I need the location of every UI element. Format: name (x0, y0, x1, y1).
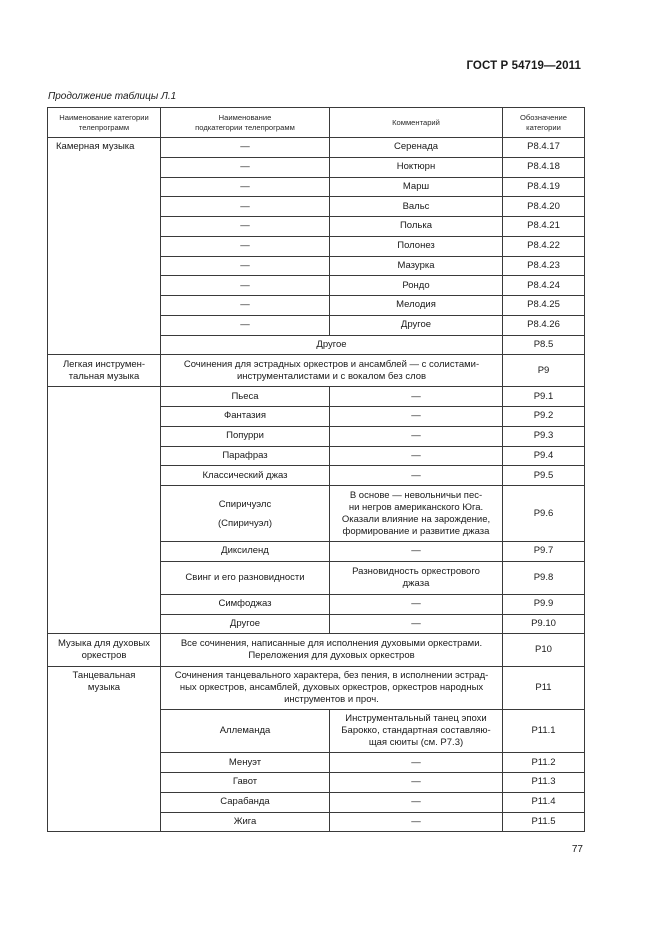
comment-cell: Полька (330, 217, 503, 237)
comment-cell: Инструментальный танец эпохи Барокко, стандартная составляю- щая сюиты (см. P7.3) (330, 710, 503, 753)
subcategory-cell: Жига (161, 812, 330, 832)
code-cell: P8.5 (503, 335, 585, 355)
subcategory-cell: Гавот (161, 773, 330, 793)
subcategory-cell: Парафраз (161, 446, 330, 466)
header-category: Наименование категории телепрограмм (48, 108, 161, 138)
code-cell: P8.4.24 (503, 276, 585, 296)
header-code: Обозначение категории (503, 108, 585, 138)
subcategory-cell: Попурри (161, 426, 330, 446)
table-row (48, 667, 585, 710)
comment-cell: Вальс (330, 197, 503, 217)
code-cell: P9.10 (503, 614, 585, 634)
code-cell: P8.4.20 (503, 197, 585, 217)
comment-cell: — (330, 753, 503, 773)
subcategory-cell: Диксиленд (161, 542, 330, 562)
subcategory-cell: Симфоджаз (161, 594, 330, 614)
comment-cell: Разновидность оркестрового джаза (330, 561, 503, 594)
comment-cell: Мазурка (330, 256, 503, 276)
comment-cell: — (330, 812, 503, 832)
comment-cell: — (330, 387, 503, 407)
comment-cell: — (330, 773, 503, 793)
subcategory-cell: — (161, 296, 330, 316)
subcategory-cell: Другое (161, 335, 503, 355)
table-row (48, 355, 585, 387)
document-code: ГОСТ Р 54719—2011 (466, 60, 581, 72)
code-cell: P8.4.25 (503, 296, 585, 316)
code-cell: P11 (503, 667, 585, 710)
description-cell: Все сочинения, написанные для исполнения духовыми оркестрами. Переложения для духовых оркестров (161, 634, 503, 667)
subcategory-cell: — (161, 197, 330, 217)
comment-cell: Рондо (330, 276, 503, 296)
description-cell: Сочинения танцевального характера, без пения, в исполнении эстрад- ных оркестров, ансамблей, духовых оркестров, оркестров народных инструментов и проч. (161, 667, 503, 710)
code-cell: P9.4 (503, 446, 585, 466)
category-chamber-music: Камерная музыка (48, 138, 161, 355)
table-row (48, 138, 585, 158)
comment-cell: В основе — невольничьи пес- ни негров американского Юга. Оказали влияние на зарождение, формирование и развитие джаза (330, 486, 503, 542)
comment-cell: — (330, 407, 503, 427)
comment-cell: — (330, 594, 503, 614)
code-cell: P11.5 (503, 812, 585, 832)
code-cell: P8.4.19 (503, 177, 585, 197)
code-cell: P9.6 (503, 486, 585, 542)
subcategory-cell: — (161, 315, 330, 335)
table-caption: Продолжение таблицы Л.1 (48, 91, 177, 102)
header-subcategory: Наименование подкатегории телепрограмм (161, 108, 330, 138)
code-cell: P11.3 (503, 773, 585, 793)
code-cell: P8.4.23 (503, 256, 585, 276)
code-cell: P9 (503, 355, 585, 387)
subcategory-cell: Классический джаз (161, 466, 330, 486)
table-row (48, 634, 585, 667)
subcategory-cell: Менуэт (161, 753, 330, 773)
comment-cell: — (330, 466, 503, 486)
categories-table (47, 107, 585, 832)
subcategory-cell: Пьеса (161, 387, 330, 407)
code-cell: P9.5 (503, 466, 585, 486)
subcategory-cell: Аллеманда (161, 710, 330, 753)
comment-cell: Марш (330, 177, 503, 197)
page-number: 77 (571, 844, 583, 855)
code-cell: P8.4.17 (503, 138, 585, 158)
code-cell: P9.1 (503, 387, 585, 407)
comment-cell: Другое (330, 315, 503, 335)
subcategory-cell: — (161, 217, 330, 237)
header-comment: Комментарий (330, 108, 503, 138)
subcategory-cell: Свинг и его разновидности (161, 561, 330, 594)
category-dance-music: Танцевальная музыка (48, 667, 161, 832)
subcategory-cell: — (161, 177, 330, 197)
code-cell: P9.3 (503, 426, 585, 446)
comment-cell: Ноктюрн (330, 157, 503, 177)
subcategory-cell: Спиричуэлс (Спиричуэл) (161, 486, 330, 542)
table-row (48, 387, 585, 407)
subcategory-cell: — (161, 157, 330, 177)
code-cell: P9.9 (503, 594, 585, 614)
comment-cell: — (330, 614, 503, 634)
code-cell: P11.4 (503, 792, 585, 812)
comment-cell: — (330, 792, 503, 812)
subcategory-cell: Сарабанда (161, 792, 330, 812)
subcategory-cell: Фантазия (161, 407, 330, 427)
description-cell: Сочинения для эстрадных оркестров и ансамблей — с солистами- инструменталистами и с вокалом без слов (161, 355, 503, 387)
code-cell: P9.2 (503, 407, 585, 427)
code-cell: P8.4.21 (503, 217, 585, 237)
comment-cell: — (330, 542, 503, 562)
code-cell: P8.4.26 (503, 315, 585, 335)
comment-cell: Серенада (330, 138, 503, 158)
category-light-instrumental: Легкая инструмен- тальная музыка (48, 355, 161, 387)
comment-cell: — (330, 426, 503, 446)
category-brass-music: Музыка для духовых оркестров (48, 634, 161, 667)
subcategory-cell: — (161, 276, 330, 296)
code-cell: P11.1 (503, 710, 585, 753)
code-cell: P8.4.18 (503, 157, 585, 177)
code-cell: P9.7 (503, 542, 585, 562)
comment-cell: Полонез (330, 236, 503, 256)
table-header-row (48, 108, 585, 138)
subcategory-cell: — (161, 256, 330, 276)
code-cell: P11.2 (503, 753, 585, 773)
comment-cell: Мелодия (330, 296, 503, 316)
subcategory-cell: Другое (161, 614, 330, 634)
category-empty-cell (48, 387, 161, 634)
subcategory-cell: — (161, 236, 330, 256)
comment-cell: — (330, 446, 503, 466)
subcategory-cell: — (161, 138, 330, 158)
code-cell: P10 (503, 634, 585, 667)
code-cell: P8.4.22 (503, 236, 585, 256)
code-cell: P9.8 (503, 561, 585, 594)
